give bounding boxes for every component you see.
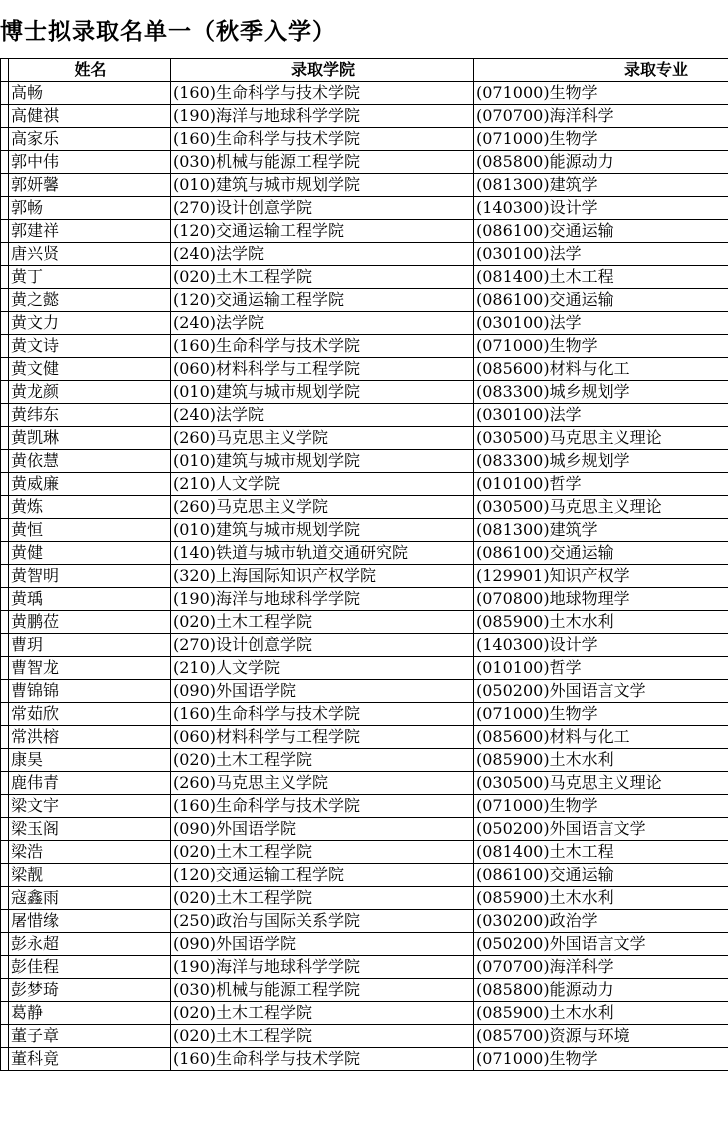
table-row xyxy=(1,726,728,749)
row-stub-cell xyxy=(1,404,9,427)
admitted-college: (020)土木工程学院 xyxy=(171,749,474,772)
admitted-major: (085900)土木水利 xyxy=(474,1002,728,1025)
admitted-major: (071000)生物学 xyxy=(474,1048,728,1071)
admitted-college: (190)海洋与地球科学学院 xyxy=(171,956,474,979)
admitted-college: (020)土木工程学院 xyxy=(171,266,474,289)
student-name: 常茹欣 xyxy=(9,703,171,726)
row-stub-cell xyxy=(1,772,9,795)
admission-table xyxy=(0,58,728,1071)
admitted-major: (030100)法学 xyxy=(474,404,728,427)
table-row xyxy=(1,841,728,864)
table-row xyxy=(1,381,728,404)
row-stub-cell xyxy=(1,151,9,174)
table-row xyxy=(1,910,728,933)
row-stub-cell xyxy=(1,933,9,956)
admitted-major: (081300)建筑学 xyxy=(474,519,728,542)
student-name: 黄文健 xyxy=(9,358,171,381)
table-row xyxy=(1,312,728,335)
table-row xyxy=(1,358,728,381)
student-name: 郭畅 xyxy=(9,197,171,220)
table-row xyxy=(1,151,728,174)
student-name: 黄纬东 xyxy=(9,404,171,427)
student-name: 鹿伟青 xyxy=(9,772,171,795)
admitted-major: (030200)政治学 xyxy=(474,910,728,933)
row-stub-cell xyxy=(1,450,9,473)
admitted-college: (160)生命科学与技术学院 xyxy=(171,1048,474,1071)
admitted-major: (010100)哲学 xyxy=(474,473,728,496)
admitted-college: (020)土木工程学院 xyxy=(171,1025,474,1048)
admitted-college: (090)外国语学院 xyxy=(171,933,474,956)
table-row xyxy=(1,657,728,680)
admitted-college: (240)法学院 xyxy=(171,404,474,427)
student-name: 常洪榕 xyxy=(9,726,171,749)
row-stub-cell xyxy=(1,864,9,887)
table-row xyxy=(1,174,728,197)
table-row xyxy=(1,818,728,841)
table-row xyxy=(1,1025,728,1048)
student-name: 唐兴贤 xyxy=(9,243,171,266)
table-row xyxy=(1,427,728,450)
table-row xyxy=(1,220,728,243)
admitted-major: (086100)交通运输 xyxy=(474,220,728,243)
row-stub-cell xyxy=(1,657,9,680)
admitted-major: (030100)法学 xyxy=(474,312,728,335)
admitted-major: (070800)地球物理学 xyxy=(474,588,728,611)
admitted-major: (085600)材料与化工 xyxy=(474,358,728,381)
table-row xyxy=(1,128,728,151)
admitted-college: (030)机械与能源工程学院 xyxy=(171,151,474,174)
row-stub-cell xyxy=(1,358,9,381)
admitted-major: (085700)资源与环境 xyxy=(474,1025,728,1048)
row-stub-cell xyxy=(1,105,9,128)
row-stub-cell xyxy=(1,381,9,404)
row-stub-cell xyxy=(1,243,9,266)
student-name: 梁文宇 xyxy=(9,795,171,818)
student-name: 黄文力 xyxy=(9,312,171,335)
header-college: 录取学院 xyxy=(171,59,474,82)
admitted-major: (086100)交通运输 xyxy=(474,542,728,565)
student-name: 高畅 xyxy=(9,82,171,105)
student-name: 葛静 xyxy=(9,1002,171,1025)
row-stub-cell xyxy=(1,519,9,542)
admitted-college: (140)铁道与城市轨道交通研究院 xyxy=(171,542,474,565)
table-row xyxy=(1,864,728,887)
row-stub-cell xyxy=(1,542,9,565)
table-row xyxy=(1,1002,728,1025)
table-row xyxy=(1,588,728,611)
admitted-major: (071000)生物学 xyxy=(474,795,728,818)
student-name: 曹智龙 xyxy=(9,657,171,680)
student-name: 黄依慧 xyxy=(9,450,171,473)
admitted-college: (020)土木工程学院 xyxy=(171,841,474,864)
row-stub-cell xyxy=(1,82,9,105)
admitted-major: (071000)生物学 xyxy=(474,335,728,358)
student-name: 黄瑀 xyxy=(9,588,171,611)
table-row xyxy=(1,703,728,726)
student-name: 黄威廉 xyxy=(9,473,171,496)
admitted-college: (020)土木工程学院 xyxy=(171,887,474,910)
student-name: 高健祺 xyxy=(9,105,171,128)
table-row xyxy=(1,404,728,427)
admitted-college: (160)生命科学与技术学院 xyxy=(171,335,474,358)
admitted-major: (085800)能源动力 xyxy=(474,979,728,1002)
student-name: 黄恒 xyxy=(9,519,171,542)
table-row xyxy=(1,105,728,128)
admitted-college: (250)政治与国际关系学院 xyxy=(171,910,474,933)
table-row xyxy=(1,335,728,358)
student-name: 梁靓 xyxy=(9,864,171,887)
admitted-college: (270)设计创意学院 xyxy=(171,197,474,220)
row-stub-cell xyxy=(1,565,9,588)
admitted-major: (030100)法学 xyxy=(474,243,728,266)
table-row xyxy=(1,243,728,266)
table-row xyxy=(1,1048,728,1071)
header-stub-cell xyxy=(1,59,9,82)
admitted-college: (010)建筑与城市规划学院 xyxy=(171,381,474,404)
row-stub-cell xyxy=(1,818,9,841)
table-row xyxy=(1,82,728,105)
admitted-college: (160)生命科学与技术学院 xyxy=(171,703,474,726)
row-stub-cell xyxy=(1,174,9,197)
admitted-college: (160)生命科学与技术学院 xyxy=(171,795,474,818)
admitted-college: (010)建筑与城市规划学院 xyxy=(171,519,474,542)
row-stub-cell xyxy=(1,887,9,910)
table-row xyxy=(1,680,728,703)
admitted-major: (086100)交通运输 xyxy=(474,864,728,887)
student-name: 郭中伟 xyxy=(9,151,171,174)
student-name: 曹锦锦 xyxy=(9,680,171,703)
row-stub-cell xyxy=(1,1048,9,1071)
table-row xyxy=(1,772,728,795)
row-stub-cell xyxy=(1,979,9,1002)
admitted-college: (240)法学院 xyxy=(171,312,474,335)
row-stub-cell xyxy=(1,128,9,151)
table-row xyxy=(1,887,728,910)
student-name: 黄炼 xyxy=(9,496,171,519)
admitted-major: (030500)马克思主义理论 xyxy=(474,772,728,795)
row-stub-cell xyxy=(1,335,9,358)
admitted-college: (210)人文学院 xyxy=(171,657,474,680)
student-name: 黄文诗 xyxy=(9,335,171,358)
table-row xyxy=(1,496,728,519)
admitted-major: (050200)外国语言文学 xyxy=(474,933,728,956)
admitted-major: (030500)马克思主义理论 xyxy=(474,496,728,519)
admitted-major: (071000)生物学 xyxy=(474,128,728,151)
admitted-major: (085900)土木水利 xyxy=(474,749,728,772)
student-name: 黄智明 xyxy=(9,565,171,588)
row-stub-cell xyxy=(1,956,9,979)
admitted-college: (160)生命科学与技术学院 xyxy=(171,82,474,105)
row-stub-cell xyxy=(1,197,9,220)
student-name: 郭妍馨 xyxy=(9,174,171,197)
admitted-major: (085900)土木水利 xyxy=(474,887,728,910)
table-header-row xyxy=(1,59,728,82)
student-name: 康昊 xyxy=(9,749,171,772)
admitted-major: (083300)城乡规划学 xyxy=(474,450,728,473)
student-name: 梁玉阁 xyxy=(9,818,171,841)
table-row xyxy=(1,795,728,818)
table-row xyxy=(1,634,728,657)
admitted-college: (190)海洋与地球科学学院 xyxy=(171,588,474,611)
admitted-major: (050200)外国语言文学 xyxy=(474,818,728,841)
admitted-college: (260)马克思主义学院 xyxy=(171,772,474,795)
admitted-major: (070700)海洋科学 xyxy=(474,105,728,128)
admitted-major: (071000)生物学 xyxy=(474,82,728,105)
row-stub-cell xyxy=(1,289,9,312)
row-stub-cell xyxy=(1,427,9,450)
admitted-major: (081300)建筑学 xyxy=(474,174,728,197)
table-row xyxy=(1,542,728,565)
row-stub-cell xyxy=(1,841,9,864)
admitted-major: (050200)外国语言文学 xyxy=(474,680,728,703)
admitted-major: (085800)能源动力 xyxy=(474,151,728,174)
row-stub-cell xyxy=(1,795,9,818)
table-row xyxy=(1,565,728,588)
student-name: 寇鑫雨 xyxy=(9,887,171,910)
table-row xyxy=(1,979,728,1002)
row-stub-cell xyxy=(1,220,9,243)
student-name: 黄鹏莅 xyxy=(9,611,171,634)
row-stub-cell xyxy=(1,611,9,634)
admitted-college: (210)人文学院 xyxy=(171,473,474,496)
admitted-college: (010)建筑与城市规划学院 xyxy=(171,450,474,473)
admitted-major: (140300)设计学 xyxy=(474,197,728,220)
table-body xyxy=(1,82,728,1071)
student-name: 屠惜缘 xyxy=(9,910,171,933)
table-row xyxy=(1,956,728,979)
table-row xyxy=(1,933,728,956)
row-stub-cell xyxy=(1,703,9,726)
admitted-major: (081400)土木工程 xyxy=(474,266,728,289)
header-name: 姓名 xyxy=(9,59,171,82)
admitted-college: (120)交通运输工程学院 xyxy=(171,864,474,887)
admitted-college: (120)交通运输工程学院 xyxy=(171,220,474,243)
admitted-college: (320)上海国际知识产权学院 xyxy=(171,565,474,588)
table-row xyxy=(1,749,728,772)
row-stub-cell xyxy=(1,680,9,703)
admitted-major: (071000)生物学 xyxy=(474,703,728,726)
admitted-college: (190)海洋与地球科学学院 xyxy=(171,105,474,128)
admitted-major: (030500)马克思主义理论 xyxy=(474,427,728,450)
admitted-college: (020)土木工程学院 xyxy=(171,611,474,634)
admitted-major: (086100)交通运输 xyxy=(474,289,728,312)
admitted-major: (081400)土木工程 xyxy=(474,841,728,864)
row-stub-cell xyxy=(1,749,9,772)
row-stub-cell xyxy=(1,1002,9,1025)
admitted-college: (090)外国语学院 xyxy=(171,818,474,841)
table-row xyxy=(1,450,728,473)
admitted-college: (120)交通运输工程学院 xyxy=(171,289,474,312)
student-name: 黄之懿 xyxy=(9,289,171,312)
row-stub-cell xyxy=(1,266,9,289)
row-stub-cell xyxy=(1,910,9,933)
admitted-college: (060)材料科学与工程学院 xyxy=(171,726,474,749)
admitted-college: (020)土木工程学院 xyxy=(171,1002,474,1025)
student-name: 黄健 xyxy=(9,542,171,565)
table-row xyxy=(1,473,728,496)
header-major: 录取专业 xyxy=(474,59,728,82)
row-stub-cell xyxy=(1,1025,9,1048)
student-name: 郭建祥 xyxy=(9,220,171,243)
row-stub-cell xyxy=(1,726,9,749)
student-name: 彭佳程 xyxy=(9,956,171,979)
student-name: 董子章 xyxy=(9,1025,171,1048)
admitted-major: (010100)哲学 xyxy=(474,657,728,680)
admitted-major: (129901)知识产权学 xyxy=(474,565,728,588)
admitted-college: (030)机械与能源工程学院 xyxy=(171,979,474,1002)
admitted-major: (083300)城乡规划学 xyxy=(474,381,728,404)
admitted-college: (260)马克思主义学院 xyxy=(171,427,474,450)
admitted-major: (085600)材料与化工 xyxy=(474,726,728,749)
admitted-college: (260)马克思主义学院 xyxy=(171,496,474,519)
student-name: 董科竟 xyxy=(9,1048,171,1071)
student-name: 黄龙颜 xyxy=(9,381,171,404)
table-row xyxy=(1,289,728,312)
row-stub-cell xyxy=(1,588,9,611)
row-stub-cell xyxy=(1,496,9,519)
table-row xyxy=(1,197,728,220)
admitted-major: (085900)土木水利 xyxy=(474,611,728,634)
student-name: 高家乐 xyxy=(9,128,171,151)
row-stub-cell xyxy=(1,312,9,335)
student-name: 梁浩 xyxy=(9,841,171,864)
admitted-college: (240)法学院 xyxy=(171,243,474,266)
admitted-college: (270)设计创意学院 xyxy=(171,634,474,657)
admitted-major: (070700)海洋科学 xyxy=(474,956,728,979)
student-name: 彭永超 xyxy=(9,933,171,956)
table-row xyxy=(1,611,728,634)
admitted-major: (140300)设计学 xyxy=(474,634,728,657)
table-row xyxy=(1,519,728,542)
student-name: 彭梦琦 xyxy=(9,979,171,1002)
table-row xyxy=(1,266,728,289)
row-stub-cell xyxy=(1,634,9,657)
student-name: 黄丁 xyxy=(9,266,171,289)
row-stub-cell xyxy=(1,473,9,496)
student-name: 黄凯琳 xyxy=(9,427,171,450)
admitted-college: (010)建筑与城市规划学院 xyxy=(171,174,474,197)
admitted-college: (060)材料科学与工程学院 xyxy=(171,358,474,381)
document-title: 博士拟录取名单一（秋季入学） xyxy=(0,19,336,45)
admitted-college: (090)外国语学院 xyxy=(171,680,474,703)
admitted-college: (160)生命科学与技术学院 xyxy=(171,128,474,151)
student-name: 曹玥 xyxy=(9,634,171,657)
